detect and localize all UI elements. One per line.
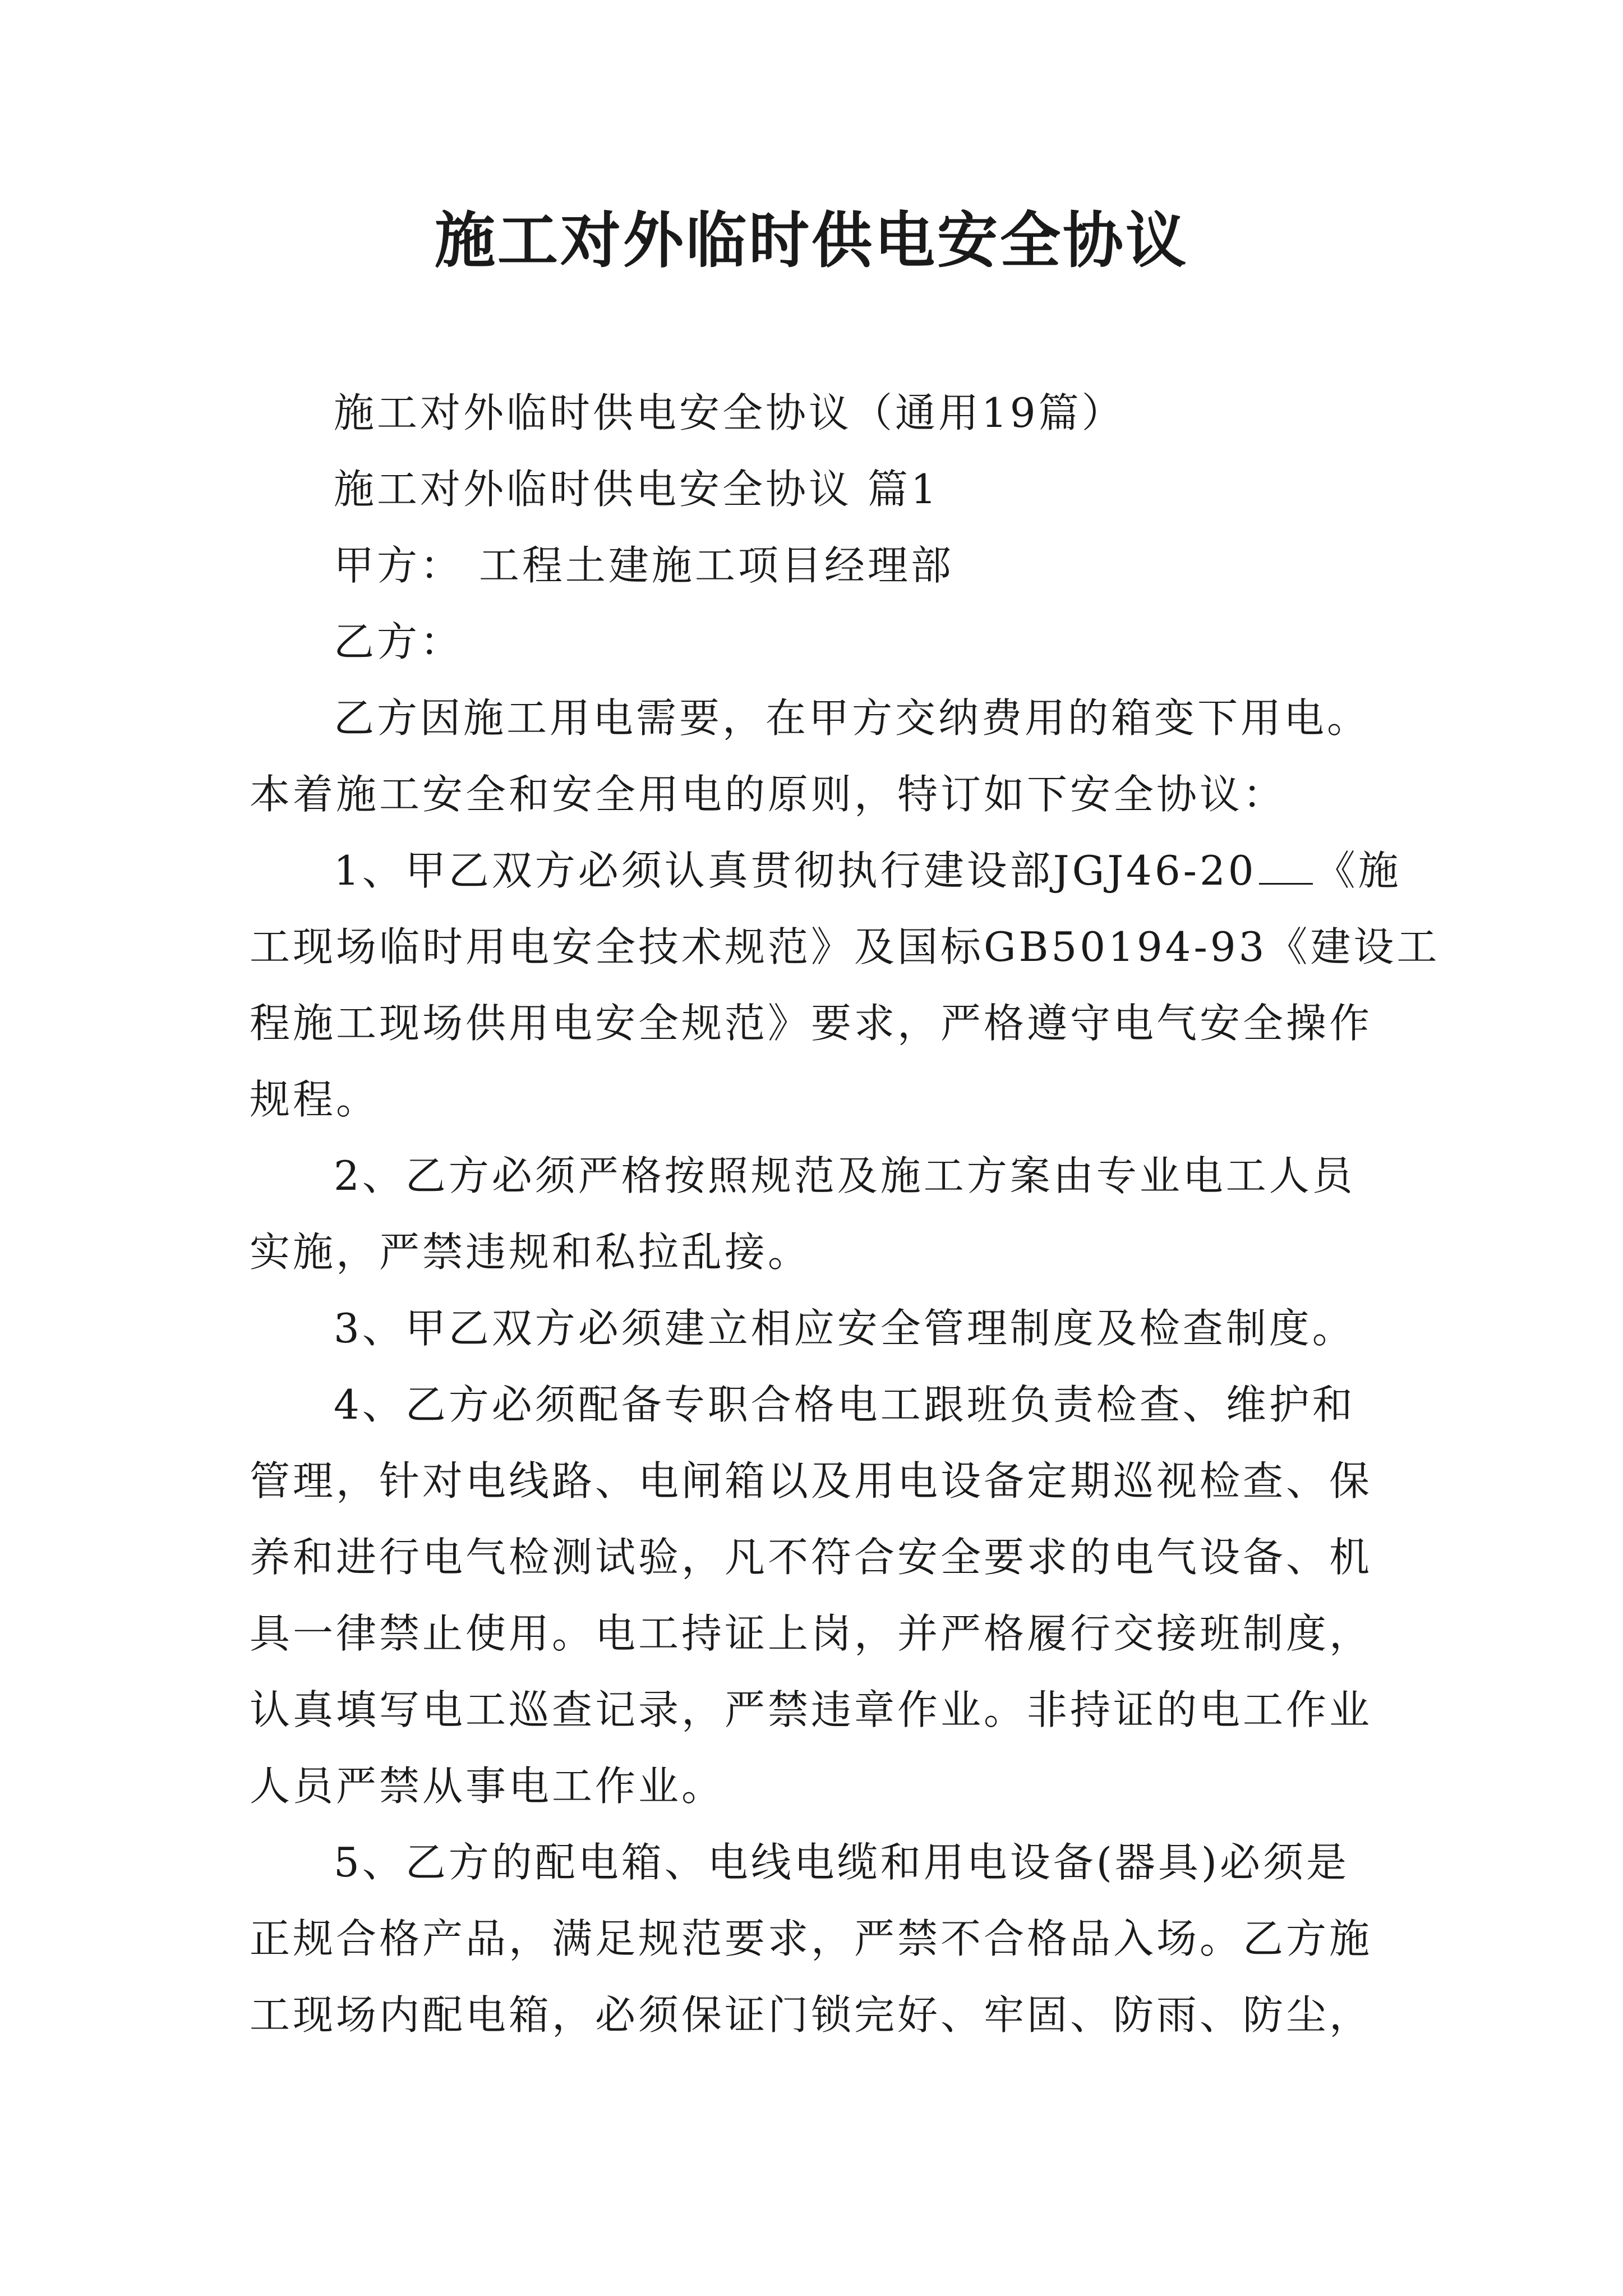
paragraph-line: 本着施工安全和安全用电的原则，特订如下安全协议： bbox=[250, 771, 1287, 818]
paragraph-line: 4、乙方必须配备专职合格电工跟班负责检查、维护和 bbox=[334, 1381, 1355, 1428]
paragraph-line: 施工对外临时供电安全协议 篇1 bbox=[334, 466, 939, 513]
paragraph-line: 工现场临时用电安全技术规范》及国标GB50194-93《建设工 bbox=[250, 923, 1440, 970]
paragraph-line: 3、甲乙双方必须建立相应安全管理制度及检查制度。 bbox=[334, 1305, 1355, 1352]
document-body bbox=[250, 375, 1440, 2053]
paragraph-line: 规程。 bbox=[250, 1076, 380, 1123]
paragraph-line: 施工对外临时供电安全协议（通用19篇） bbox=[334, 389, 1125, 436]
paragraph-line: 正规合格产品，满足规范要求，严禁不合格品入场。乙方施 bbox=[250, 1915, 1373, 1962]
fill-in-blank bbox=[1259, 849, 1313, 885]
paragraph-line: 管理，针对电线路、电闸箱以及用电设备定期巡视检查、保 bbox=[250, 1457, 1373, 1504]
paragraph-line: 5、乙方的配电箱、电线电缆和用电设备(器具)必须是 bbox=[334, 1839, 1349, 1886]
line-text-before-blank: 1、甲乙双方必须认真贯彻执行建设部JGJ46-20 bbox=[334, 847, 1257, 894]
paragraph-line: 工现场内配电箱，必须保证门锁完好、牢固、防雨、防尘， bbox=[250, 1991, 1373, 2039]
paragraph-line: 乙方： bbox=[334, 618, 464, 665]
paragraph-line: 程施工现场供用电安全规范》要求，严格遵守电气安全操作 bbox=[250, 1000, 1373, 1047]
paragraph-line-with-blank bbox=[250, 832, 1401, 909]
paragraph-line: 甲方： 工程土建施工项目经理部 bbox=[334, 542, 954, 589]
paragraph-line: 乙方因施工用电需要，在甲方交纳费用的箱变下用电。 bbox=[334, 694, 1371, 742]
paragraph-line: 实施，严禁违规和私拉乱接。 bbox=[250, 1228, 811, 1276]
paragraph-line: 人员严禁从事电工作业。 bbox=[250, 1763, 725, 1810]
paragraph-line: 2、乙方必须严格按照规范及施工方案由专业电工人员 bbox=[334, 1152, 1355, 1199]
document-title: 施工对外临时供电安全协议 bbox=[434, 206, 1188, 276]
paragraph-line: 认真填写电工巡查记录，严禁违章作业。非持证的电工作业 bbox=[250, 1686, 1373, 1733]
line-text-after-blank: 《施 bbox=[1315, 847, 1401, 894]
paragraph-line: 养和进行电气检测试验，凡不符合安全要求的电气设备、机 bbox=[250, 1534, 1373, 1581]
paragraph-line: 具一律禁止使用。电工持证上岗，并严格履行交接班制度， bbox=[250, 1610, 1373, 1657]
